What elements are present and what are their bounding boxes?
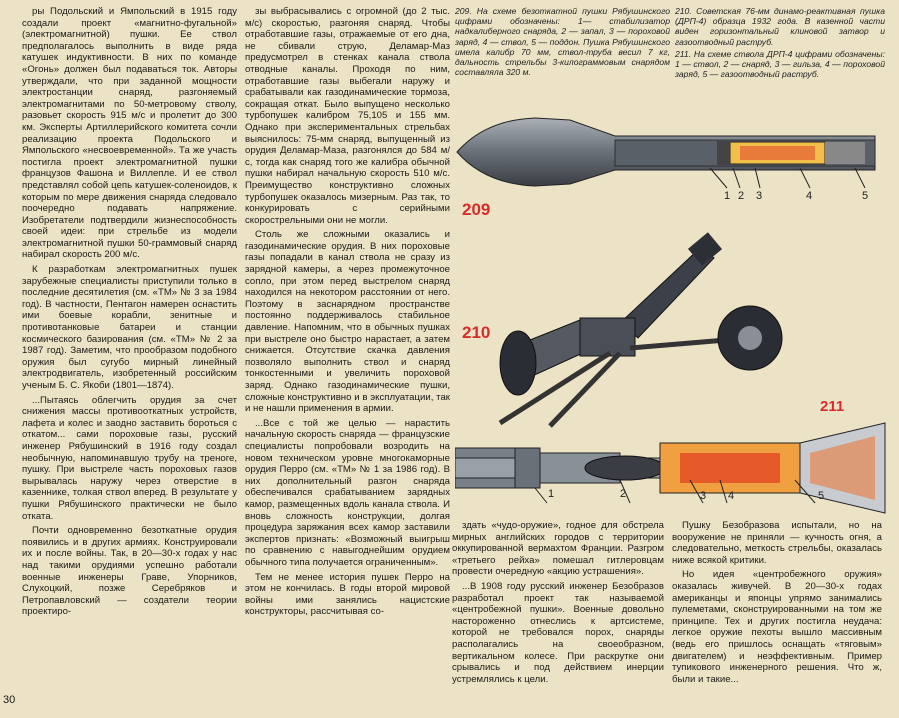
callout-label: 4 [728,490,735,502]
callout-label: 3 [700,490,707,502]
paragraph: ры Подольский и Ямпольский в 1915 году создали проект «магнитно-фугальной» (электромагнитной) пушки. Ее ствол предполагалось выполнить в виде ряда катушек индуктивности. В них по команде «Огонь» должен был подаваться ток. Авторы утверждали, что при заданной мощности электростанции снаряд, разгоняемый электромагнитами по 50-метровому стволу, разовьет скорость 915 м/с и пролетит до 300 км. Эксперты Артиллерийского комитета сочли реализацию проекта Подольского и Ямпольского «несвоевременной». Та же участь постигла проект электромагнитной пушки французов Фашона и Виллепле. И ее ствол представлял собой цепь катушек-соленоидов, к которым по мере движения снаряда следовало поочередно подавать напряжение. Изобретатели подтвердили жизнеспособность своей идеи: при стрельбе из модели электромагнитной пушки 50-граммовый снаряд набирал скорость 200 м/с. [22,6,237,261]
paragraph: Почти одновременно безоткатные орудия появились и в других армиях. Конструировали их и после войны. Так, в 20—30-х годах у нас над такими орудиями успешно работали военные инженеры Граве, Упорников, Слухоцкий, позже Серебряков и Петропавловский — создатели теории проектиро- [22,525,237,618]
text-column-1 [22,6,237,621]
callout-label: 3 [756,190,763,202]
figure-211-diagram [455,418,895,518]
callout-label: 4 [806,190,813,202]
callout-label: 1 [548,488,555,500]
callout-label: 2 [738,190,745,202]
text-column-4-bottom [672,520,882,688]
figure-210-illustration [470,228,800,428]
figure-209-diagram [455,110,895,205]
paragraph: К разработкам электромагнитных пушек зарубежные специалисты приступили только в последние десятилетия (см. «ТМ» № 3 за 1984 год). В частности, Пентагон намерен оснастить ими боевые корабли, зенитные и противотанковые батареи и станции космического базирования (см. «ТМ» № 2 за 1987 год). Заметим, что прообразом подобного оружия был сугубо мирный линейный электродвигатель, изобретенный российским ученым Б. С. Якоби (1801—1874). [22,264,237,391]
paragraph: Пушку Безобразова испытали, но на вооружение не приняли — кучность огня, а следовательно, меткость стрельбы, оказалась ниже всякой критики. [672,520,882,566]
callout-label: 5 [862,190,869,202]
caption-text: 209. На схеме безоткатной пушки Рябушинского цифрами обозначены: 1— стабилизатор надкалиберного снаряда, 2 — запал, 3 — пороховой заряд, 4 — ствол, 5 — поддон. Пушка Рябушинского имела калибр 70 мм, ствол-труба весил 7 кг, дальность стрельбы 3-килограммовым снарядом составляла 320 м. [455,6,670,78]
paragraph: ...Все с той же целью — нарастить начальную скорость снаряда — французские специалисты попробовали возродить на новом техническом уровне многокаморные орудия Перро (см. «ТМ» № 1 за 1986 год). В них дополнительный разгон снаряда обеспечивался срабатыванием зарядных камор, размещенных вдоль канала ствола. И вновь сложность конструкции, долгая процедура заряжания всех камор заставили экспертов признать: «Возможный выигрыш по сравнению с навыгоднейшим орудием обычного типа получается ограниченным». [245,417,450,568]
paragraph: Столь же сложными оказались и газодинамические орудия. В них пороховые газы попадали в канал ствола не сразу из зарядной камеры, а через промежуточное сопло, при этом перед выстрелом снаряд находился на некотором расстоянии от него. Поэтому в заснарядном пространстве постоянно поддерживалось стабильное давление. Напомним, что в обычных пушках при выстреле оно быстро нарастает, а затем снижается. Отсутствие скачка давления позволяло выполнить ствол и снаряд тонкостенными и увеличить пороховой заряд. Однако газодинамические пушки, сложные конструктивно и в эксплуатации, так и не нашли применения в армии. [245,229,450,415]
figure-number: 209 [462,200,491,219]
figure-number: 210 [462,323,491,342]
caption-210-211 [675,6,885,81]
paragraph: ...В 1908 году русский инженер Безобразов разработал проект так называемой «центробежной пушки». Военные довольно настороженно отнеслись к артсистеме, которой не требовался порох, снаряды располагались на своеобразном, вертикальном колесе. При раскрутке они срывались и под действием инерции устремлялись к цели. [452,580,664,685]
text-column-2 [245,6,450,621]
callout-label: 5 [818,490,825,502]
caption-text: 211. На схеме ствола ДРП-4 цифрами обозначены: 1 — ствол, 2 — снаряд, 3 — гильза, 4 — пороховой заряд, 5 — газоотводный раструб. [675,48,885,80]
caption-text: 210. Советская 76-мм динамо-реактивная пушка (ДРП-4) образца 1932 года. В казенной части виден горизонтальный клиновой затвор и газоотводный раструб. [675,6,885,47]
page-number: 30 [3,694,16,706]
paragraph: зы выбрасывались с огромной (до 2 тыс. м/с) скоростью, разгоняя снаряд. Чтобы отработавшие газы, отражаемые от его дна, не сбивали струю, Деламар-Маз предусмотрел в стенках канала ствола отводные каналы. Проходя по ним, отработавшие газы выбегали наружу и срабатывали как газодинамические тормоза, сокращая откат. Было выпущено несколько турбопушек калибром 75,105 и 155 мм. Однако при экспериментальных стрельбах выяснилось: 75-мм снаряд, выпущенный из орудия Деламар-Маза, разгонялся до 584 м/с, тогда как снаряд того же калибра обычной пушки набирал начальную скорость 510 м/с. Преимущество конструктивно сложных турбопушек оказалось мизерным. Раз так, то конкурировать с серийными скорострельными они не могли. [245,6,450,226]
callout-label: 2 [620,488,627,500]
paragraph: Тем не менее история пушек Перро на этом не кончилась. В годы второй мировой войны ими занялись нацистские конструкторы, рассчитывая со- [245,571,450,618]
figure-number: 211 [820,398,845,415]
paragraph: здать «чудо-оружие», годное для обстрела мирных английских городов с территории оккупированной вермахтом Франции. Разгром «третьего рейха» помешал гитлеровцам провести очередную «акцию устрашения». [452,520,664,578]
text-column-3-bottom [452,520,664,688]
caption-209 [455,6,670,79]
callout-label: 1 [724,190,731,202]
paragraph: Но идея «центробежного оружия» оказалась живучей. В 20—30-х годах американцы и японцы упрямо занимались пулеметами, сконструированными на том же принципе. Тех и других постигла неудача: легкое оружие пехоты вышло массивным (ведь его пришлось оснащать «тяговым» двигателем) и неэффективным. Пример тупикового инженерного решения. Что ж, были и такие... [672,569,882,685]
paragraph: ...Пытаясь облегчить орудия за счет снижения массы противооткатных устройств, лафета и колес и заодно заставить бороться с откатом... сами пороховые газы, русский инженер Рябушинский в 1916 году создал необычную, напоминавшую трубу на треноге, пушку. При выстреле часть пороховых газов вырывалась наружу через отверстие в казеннике, толкая ствол вперед. В результате у пушки Рябушинского практически не было отката. [22,394,237,522]
